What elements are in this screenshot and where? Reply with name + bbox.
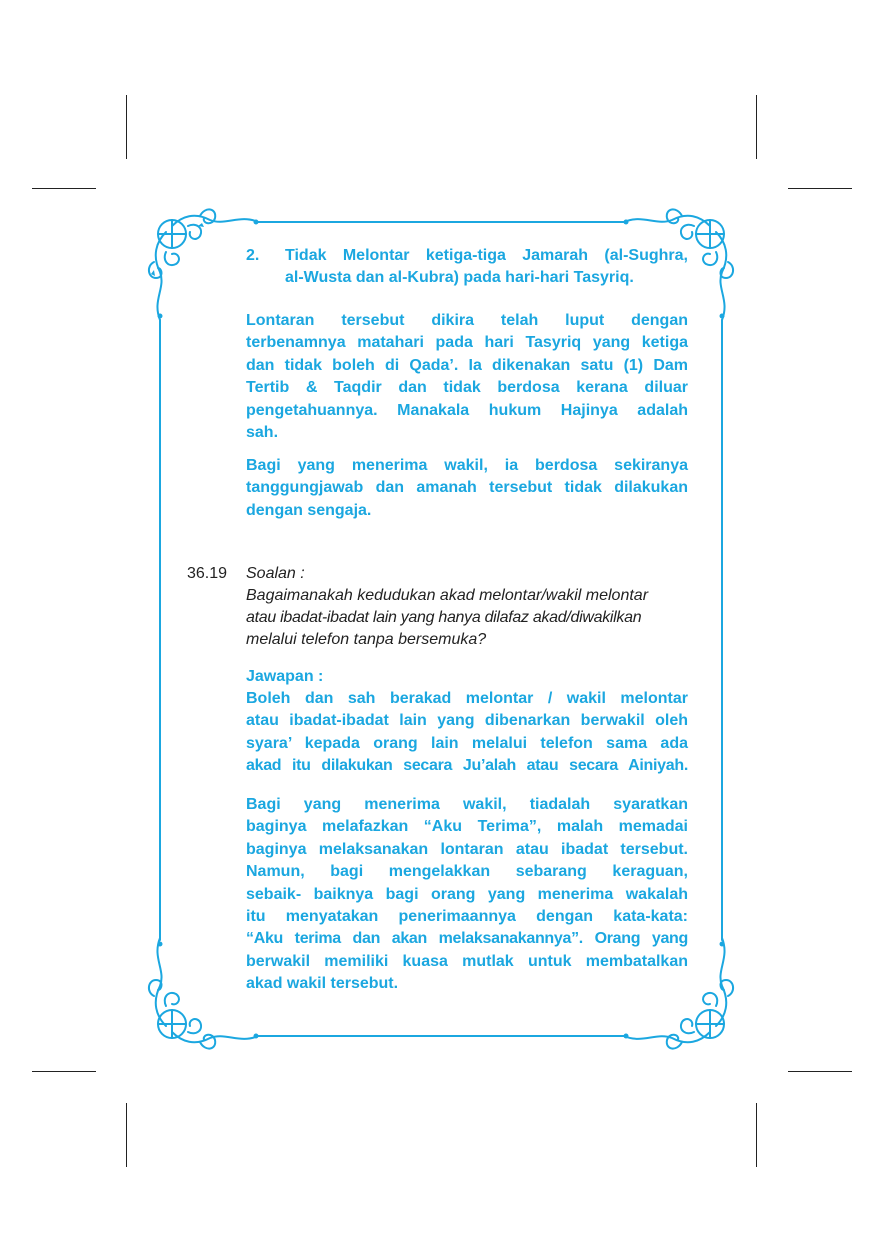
list-item-line: Tidak Melontar ketiga-tiga Jamarah (al-Sughra, [285,247,688,264]
text-line: akad wakil tersebut. [246,975,399,993]
paragraph-wakil-berdosa [246,455,688,522]
text-line: baginya melafazkan “Aku Terima”, malah memadai [246,818,688,836]
text-line: terbenamnya matahari pada hari Tasyriq yang ketiga [246,334,688,352]
question-line: Bagaimanakah kedudukan akad melontar/wakil melontar [246,587,649,604]
text-line: akad itu dilakukan secara Ju’alah atau secara Ainiyah. [246,757,688,775]
text-line: Bagi yang menerima wakil, ia berdosa sekiranya [246,457,688,474]
text-line: dengan sengaja. [246,501,372,519]
list-item-line: al-Wusta dan al-Kubra) pada hari-hari Tasyriq. [285,269,634,287]
question-block [246,563,688,651]
list-item-number: 2. [246,247,260,264]
text-line: sebaik- baiknya bagi orang yang menerima wakalah [246,885,688,903]
text-line: atau ibadat-ibadat lain yang dibenarkan berwakil oleh [246,712,688,730]
corner-ornament-bottom-left [149,938,258,1049]
question-line: melalui telefon tanpa bersemuka? [246,631,487,648]
text-line: Namun, bagi mengelakkan sebarang keraguan, [246,863,688,881]
answer-paragraph-1 [246,688,688,778]
answer-paragraph-2 [246,794,688,996]
text-line: “Aku terima dan akan melaksanakannya”. Orang yang [246,930,688,948]
question-line: atau ibadat-ibadat lain yang hanya dilafaz akad/diwakilkan [246,609,642,626]
text-line: sah. [246,424,279,442]
answer-label: Jawapan : [246,668,324,685]
text-line: baginya melaksanakan lontaran atau ibadat tersebut. [246,840,688,858]
text-line: Bagi yang menerima wakil, tiadalah syaratkan [246,796,688,813]
question-number: 36.19 [187,565,228,582]
list-item-text [285,245,688,290]
text-line: Boleh dan sah berakad melontar / wakil melontar [246,690,688,707]
text-line: itu menyatakan penerimaannya dengan kata-kata: [246,908,688,926]
text-line: dan tidak boleh di Qada’. Ia dikenakan satu (1) Dam [246,356,688,374]
question-label: Soalan : [246,565,305,582]
text-line: Tertib & Taqdir dan tidak berdosa kerana diluar [246,379,688,397]
text-line: berwakil memiliki kuasa mutlak untuk membatalkan [246,952,688,970]
text-line: Lontaran tersebut dikira telah luput dengan [246,312,688,329]
text-line: pengetahuannya. Manakala hukum Hajinya adalah [246,401,688,419]
text-line: tanggungjawab dan amanah tersebut tidak dilakukan [246,479,688,497]
text-line: syara’ kepada orang lain melalui telefon sama ada [246,734,688,752]
paragraph-lontaran [246,310,688,444]
